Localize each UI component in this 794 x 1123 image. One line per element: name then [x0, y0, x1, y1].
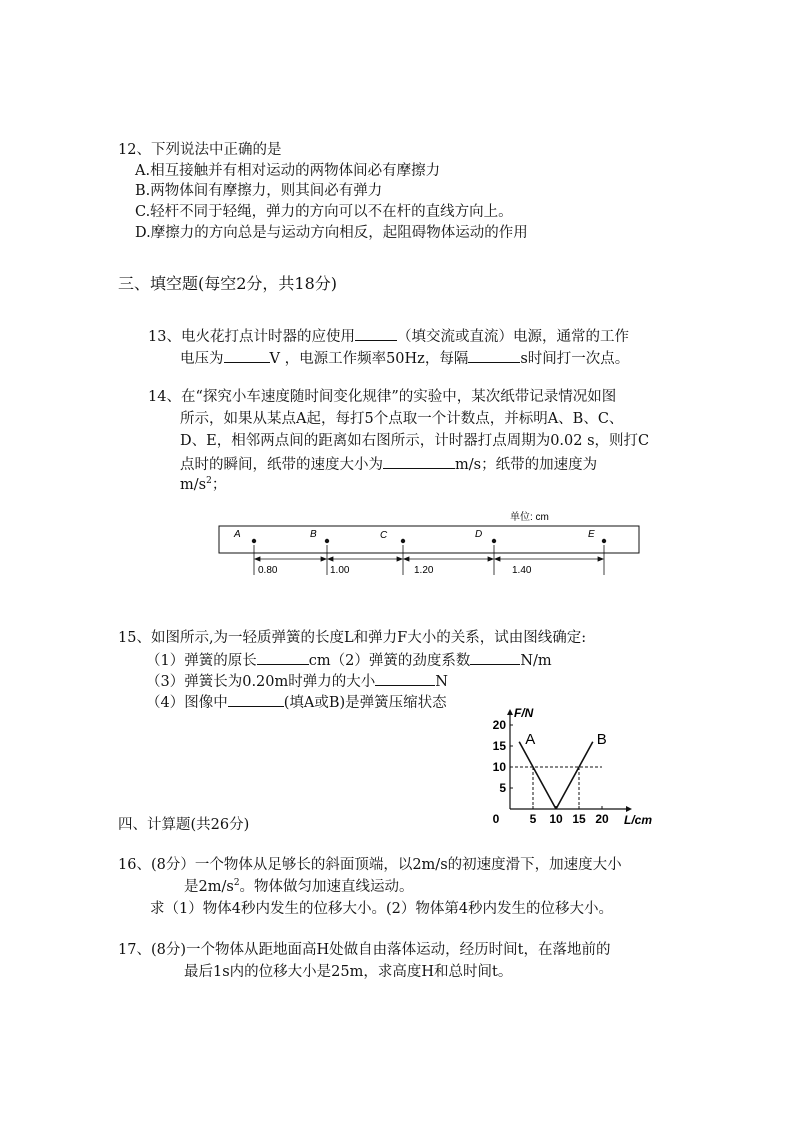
- q17-line2: 最后1s内的位移大小是25m，求高度H和总时间t。: [184, 964, 513, 980]
- q15-text: N/m: [520, 653, 552, 669]
- q13-text: s时间打一次点。: [520, 351, 630, 367]
- series-a-label: A: [525, 730, 536, 748]
- x-axis-arrow: [626, 806, 632, 812]
- q14-line1: 14、在“探究小车速度随时间变化规律”的实验中，某次纸带记录情况如图: [148, 389, 617, 405]
- svg-text:E: E: [588, 529, 595, 540]
- q13-line2: [180, 348, 629, 368]
- q13-blank-current-type[interactable]: [355, 326, 397, 341]
- q15-part1-2: [146, 650, 552, 670]
- q14-unit-exponent: 2: [206, 476, 212, 487]
- tape-unit-label: 单位: cm: [510, 512, 549, 523]
- tape-strip: [219, 526, 639, 553]
- q14-text: m/s；纸带的加速度为: [455, 457, 598, 473]
- x-axis-title: L/cm: [624, 813, 653, 827]
- q15-text: （1）弹簧的原长: [146, 653, 257, 669]
- q15-blank-force[interactable]: [375, 671, 435, 686]
- chart-series: [519, 742, 593, 809]
- spring-force-chart: [470, 692, 670, 832]
- q15-blank-compression[interactable]: [228, 692, 284, 707]
- svg-text:D: D: [475, 529, 483, 540]
- x-tick-label: 10: [549, 812, 563, 826]
- q17-line1: 17、(8分)一个物体从距地面高H处做自由落体运动，经历时间t，在落地前的: [118, 942, 611, 958]
- q13-blank-period[interactable]: [468, 348, 520, 363]
- y-tick-label: 15: [492, 739, 506, 753]
- section4-title: 四、计算题(共26分): [118, 817, 250, 833]
- series-b-label: B: [596, 730, 607, 748]
- q12-option-c: C.轻杆不同于轻绳，弹力的方向可以不在杆的直线方向上。: [135, 204, 513, 220]
- q15-blank-natural-length[interactable]: [257, 650, 309, 665]
- x-tick-label: 5: [529, 812, 537, 826]
- q12-option-d: D.摩擦力的方向总是与运动方向相反，起阻碍物体运动的作用: [135, 225, 528, 241]
- svg-text:A: A: [234, 529, 241, 540]
- q14-line2: 所示，如果从某点A起，每打5个点取一个计数点，并标明A、B、C、: [180, 411, 624, 427]
- q13-text: （填交流或直流）电源，通常的工作: [396, 329, 629, 345]
- chart-guides: [510, 767, 602, 809]
- tape-dim-cd: [404, 557, 493, 561]
- tape-point-e: [588, 529, 606, 543]
- q15-text: cm（2）弹簧的劲度系数: [308, 653, 471, 669]
- origin-label: 0: [492, 812, 500, 826]
- tape-distance-de: 1.40: [512, 565, 532, 576]
- y-tick-label: 5: [499, 781, 506, 795]
- q14-line4: [180, 454, 597, 474]
- q16-line2: [184, 878, 414, 896]
- q15-text: （4）图像中: [146, 695, 228, 711]
- q15-text: N: [435, 674, 448, 690]
- y-tick-label: 10: [492, 760, 506, 774]
- tape-point-a: [233, 529, 256, 543]
- q13-text: V ，电源工作频率50Hz，每隔: [269, 351, 469, 367]
- q15-text: （3）弹簧长为0.20m时弹力的大小: [146, 674, 376, 690]
- q16-exponent: 2: [233, 878, 240, 889]
- x-tick-label: 15: [572, 812, 586, 826]
- q16-line1: 16、(8分）一个物体从足够长的斜面顶端，以2m/s的初速度滑下，加速度大小: [118, 857, 622, 873]
- chart-axes: [507, 709, 632, 812]
- q12-option-b: B.两物体间有摩擦力，则其间必有弹力: [135, 183, 383, 199]
- q16-text: 是2m/s: [184, 879, 234, 895]
- q14-text: 点时的瞬间，纸带的速度大小为: [180, 457, 383, 473]
- q14-text: ；: [211, 477, 227, 493]
- q16-text: 。物体做匀加速直线运动。: [239, 879, 414, 895]
- tape-dim-de: [495, 557, 603, 561]
- tape-dim-bc: [328, 557, 402, 561]
- q15-part4: [146, 692, 447, 712]
- q13-blank-voltage[interactable]: [224, 348, 270, 363]
- q13-text: 13、电火花打点计时器的应使用: [148, 329, 355, 345]
- q14-line5: [180, 476, 226, 494]
- q13-text: 电压为: [180, 351, 224, 367]
- tape-distance-bc: 1.00: [330, 565, 350, 576]
- tape-dim-ab: [255, 557, 326, 561]
- y-tick-label: 20: [492, 718, 506, 732]
- q14-unit: m/s: [180, 477, 207, 493]
- q12-option-a: A.相互接触并有相对运动的两物体间必有摩擦力: [135, 163, 441, 179]
- x-tick-label: 20: [595, 812, 609, 826]
- tape-point-c: [380, 530, 405, 543]
- q13-line1: [148, 326, 629, 346]
- tape-point-d: [475, 529, 496, 543]
- tape-distance-cd: 1.20: [414, 565, 434, 576]
- svg-text:B: B: [310, 529, 317, 540]
- q15-part3: [146, 671, 448, 691]
- q14-blank-velocity[interactable]: [383, 454, 455, 469]
- y-axis-title: F/N: [514, 706, 534, 720]
- series-a-line: [519, 742, 556, 809]
- q12-stem: 12、下列说法中正确的是: [118, 142, 282, 158]
- paper-tape-figure: [210, 505, 640, 580]
- tape-distance-ab: 0.80: [258, 565, 278, 576]
- y-axis-arrow: [507, 709, 513, 715]
- q15-blank-stiffness[interactable]: [470, 650, 520, 665]
- q14-line3: D、E，相邻两点间的距离如右图所示，计时器打点周期为0.02 s，则打C: [180, 433, 650, 449]
- tape-point-b: [310, 529, 329, 543]
- series-b-line: [556, 742, 593, 809]
- section3-title: 三、填空题(每空2分，共18分): [118, 274, 338, 293]
- svg-text:C: C: [380, 530, 388, 541]
- q15-stem: 15、如图所示,为一轻质弹簧的长度L和弹力F大小的关系，试由图线确定:: [118, 630, 587, 646]
- q15-text: (填A或B)是弹簧压缩状态: [283, 695, 447, 711]
- q16-line3: 求（1）物体4秒内发生的位移大小。(2）物体第4秒内发生的位移大小。: [150, 901, 614, 917]
